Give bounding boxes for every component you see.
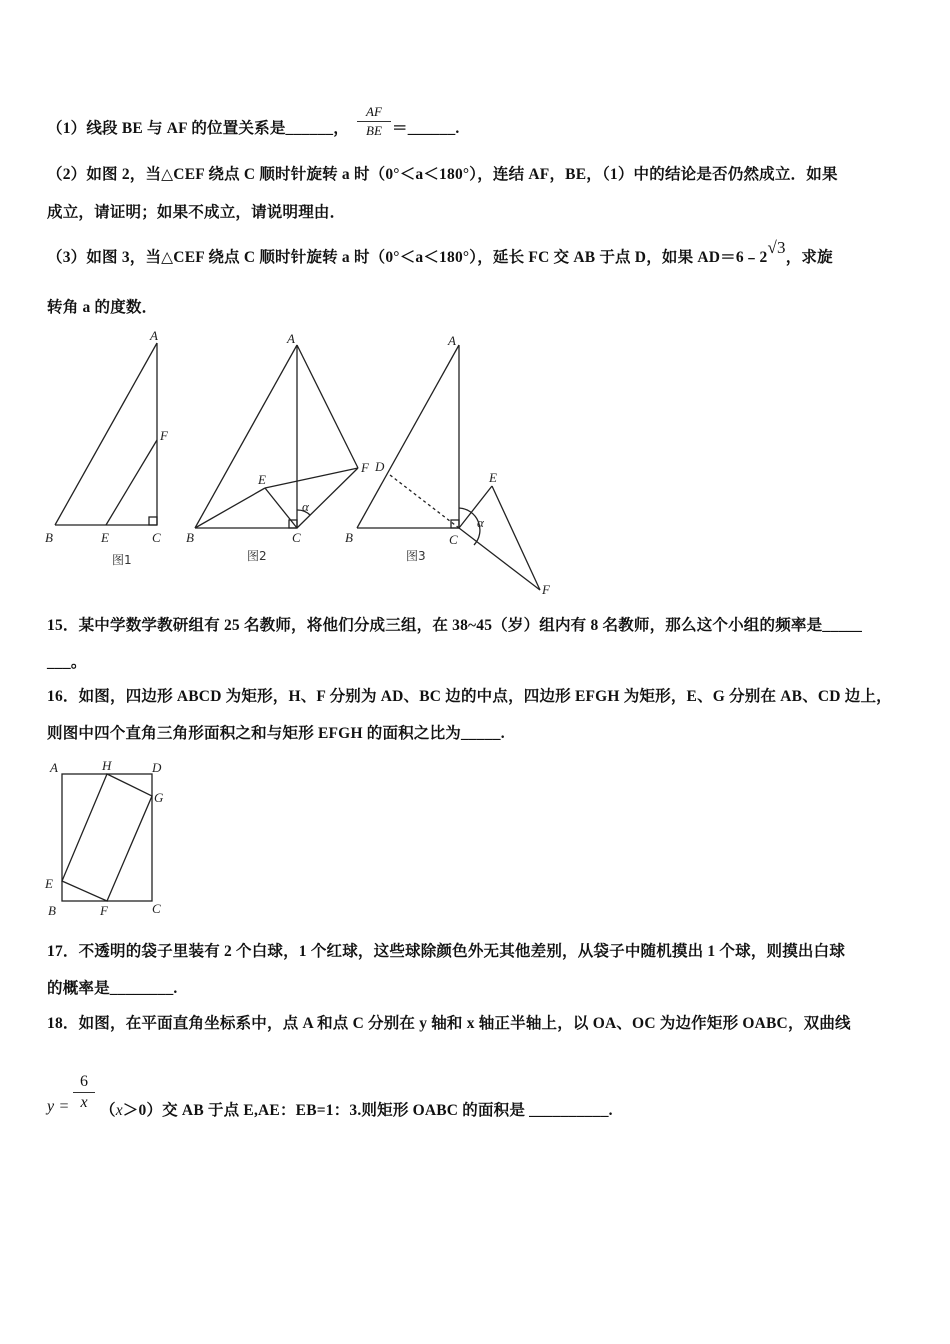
fig2-label-e: E	[258, 472, 266, 487]
q16-line2: 则图中四个直角三角形面积之和与矩形 EFGH 的面积之比为_____.	[47, 725, 505, 742]
fig1-label-a: A	[150, 328, 158, 343]
q16-label-e: E	[45, 876, 53, 891]
fig1-caption: 图1	[112, 553, 132, 567]
fig1-right-angle	[149, 517, 157, 525]
q18-paren: （	[100, 1102, 116, 1119]
fig3-segment-ef	[492, 486, 540, 590]
fig2-label-b: B	[186, 530, 194, 545]
fig3-label-b: B	[345, 530, 353, 545]
fig3-caption: 图3	[406, 549, 426, 563]
fig2-label-f: F	[361, 460, 369, 475]
fig3-label-a: A	[448, 333, 456, 348]
fig1-label-c: C	[152, 530, 161, 545]
q18-y-eq: y =	[47, 1098, 70, 1115]
fig2-segment-ec	[265, 488, 297, 528]
q16-label-h: H	[102, 758, 112, 773]
fig3-segment-ce	[459, 486, 492, 528]
fig2-segment-cf	[297, 468, 358, 528]
q14-part3-text-b: ，求旋	[785, 249, 833, 266]
fraction-numerator: AF	[357, 104, 391, 122]
q18-x-var: x	[115, 1102, 123, 1119]
sqrt-three: √3	[767, 238, 786, 257]
fig2-segment-af	[297, 345, 358, 468]
q14-part3-line2: 转角 a 的度数．	[47, 299, 158, 316]
q18-condition: ＞0）交 AB 于点 E,AE：EB=1：3.则矩形 OABC 的面积是 __________.	[122, 1102, 613, 1119]
q16-label-c: C	[152, 901, 161, 916]
fig3-label-c: C	[449, 532, 458, 547]
q16-label-a: A	[50, 760, 58, 775]
fig3-segment-cf	[459, 528, 540, 590]
fig3-dashed-dc	[390, 475, 459, 528]
fraction-denominator: BE	[366, 123, 382, 138]
q18-line1: 18．如图，在平面直角坐标系中，点 A 和点 C 分别在 y 轴和 x 轴正半轴上，以 OA、OC 为边作矩形 OABC，双曲线	[47, 1015, 851, 1032]
q14-part1-text-b: ＝______.	[392, 120, 460, 137]
fig1-label-b: B	[45, 530, 53, 545]
rect-efgh	[62, 774, 152, 901]
fig2-label-c: C	[292, 530, 301, 545]
q18-fraction	[73, 1073, 95, 1112]
figure-1	[55, 343, 157, 525]
q16-label-d: D	[152, 760, 162, 775]
q16-label-b: B	[48, 903, 56, 918]
fig1-label-e: E	[101, 530, 109, 545]
q14-part3-line1	[47, 238, 833, 267]
q16-label-f: F	[100, 903, 108, 918]
q16-line1: 16．如图，四边形 ABCD 为矩形，H、F 分别为 AD、BC 边的中点，四边形 EFGH 为矩形，E、G 分别在 AB、CD 边上，	[47, 688, 892, 705]
q14-part1-answer	[392, 116, 459, 138]
q17-line1: 17．不透明的袋子里装有 2 个白球，1 个红球，这些球除颜色外无其他差别，从袋子中随机摸出 1 个球，则摸出白球	[47, 943, 846, 960]
q16-figure	[40, 756, 170, 921]
fig1-label-f: F	[160, 428, 168, 443]
fig3-label-f: F	[542, 582, 550, 597]
fig2-caption: 图2	[247, 549, 267, 563]
q15-line2: ___。	[47, 654, 87, 671]
q18-line2-rest	[100, 1098, 613, 1120]
fig3-segment-ab	[357, 345, 459, 528]
fig2-label-a: A	[287, 331, 295, 346]
q18-line2	[47, 1098, 70, 1116]
q14-part1-text-a: （1）线段 BE 与 AF 的位置关系是______，	[47, 120, 349, 137]
figure-2	[195, 345, 358, 528]
fig2-label-alpha: α	[302, 499, 309, 514]
fig3-label-d: D	[375, 459, 385, 474]
figure-3	[357, 345, 540, 590]
fig1-segment-ef	[106, 440, 157, 525]
q14-part1-fraction	[357, 104, 391, 139]
q14-figures	[0, 320, 950, 600]
fig2-segment-ab	[195, 345, 297, 528]
q14-part2-line1: （2）如图 2，当△CEF 绕点 C 顺时针旋转 a 时（0°＜a＜180°），连结 AF，BE，（1）中的结论是否仍然成立．如果	[47, 166, 838, 183]
q16-label-g: G	[154, 790, 164, 805]
fig3-label-e: E	[489, 470, 497, 485]
q14-part2-line2: 成立，请证明；如果不成立，请说明理由．	[47, 204, 346, 221]
q14-part3-text-a: （3）如图 3，当△CEF 绕点 C 顺时针旋转 a 时（0°＜a＜180°），延长 FC 交 AB 于点 D，如果 AD＝6﹣2	[47, 249, 768, 266]
fig2-segment-ef	[265, 468, 358, 488]
q17-line2: 的概率是________.	[47, 980, 178, 997]
fig1-segment-ab	[55, 343, 157, 525]
q18-fraction-denominator: x	[80, 1094, 88, 1111]
q15-line1: 15．某中学数学教研组有 25 名教师，将他们分成三组，在 38~45（岁）组内有 8 名教师，那么这个小组的频率是_____	[47, 617, 863, 634]
q18-fraction-numerator: 6	[73, 1073, 95, 1093]
rect-abcd	[62, 774, 152, 901]
q14-part1	[47, 116, 349, 138]
fig3-label-alpha: α	[477, 515, 484, 530]
